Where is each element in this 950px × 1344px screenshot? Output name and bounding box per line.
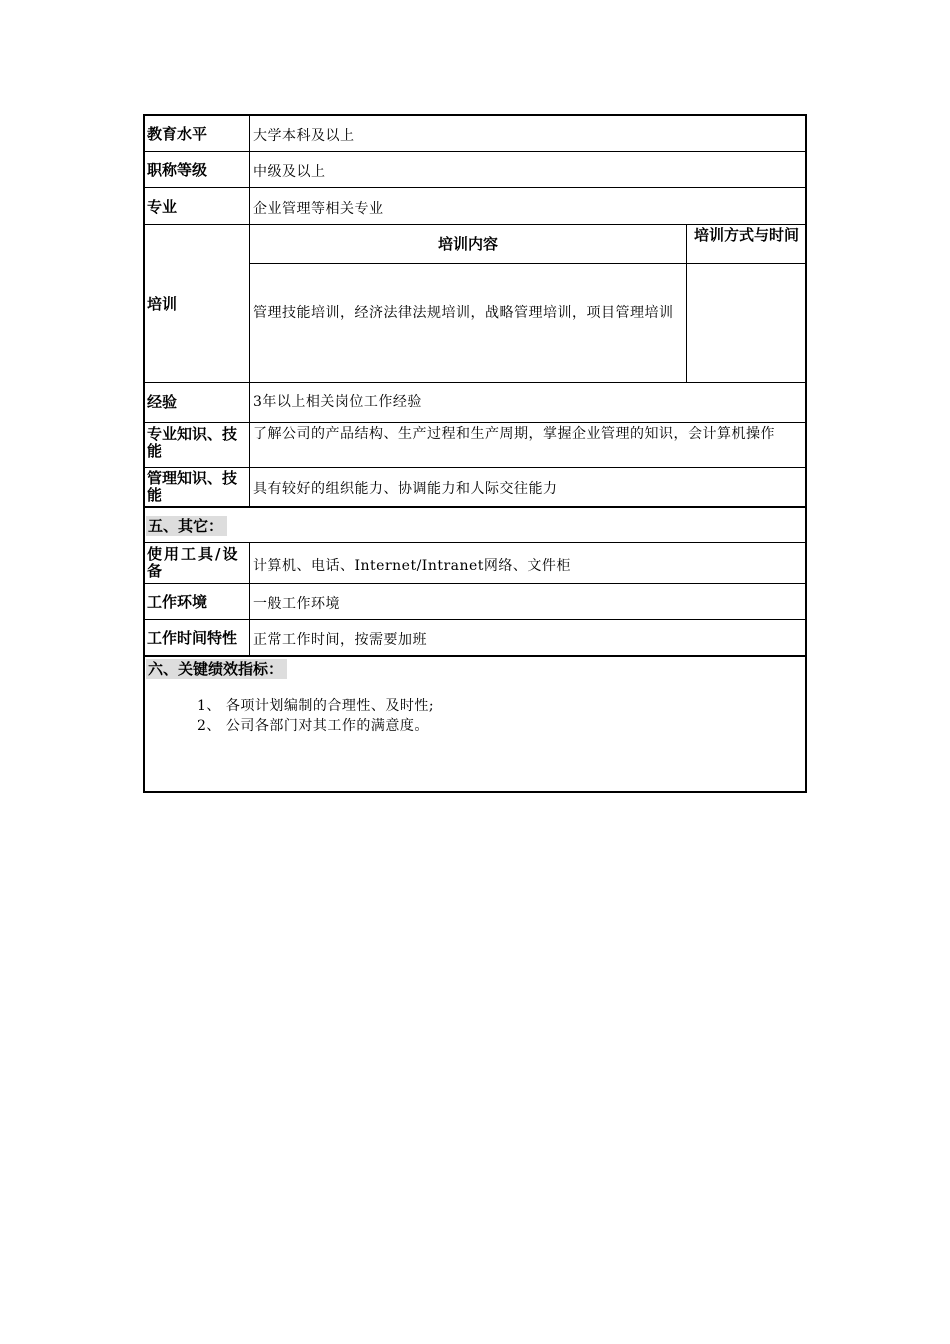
kpi-item: 2、 公司各部门对其工作的满意度。 [197, 718, 429, 734]
section-5-title: 五、其它： [146, 516, 227, 536]
work-time-label: 工作时间特性 [147, 629, 238, 647]
label-column-divider [249, 114, 250, 507]
title-grade-label: 职称等级 [147, 161, 208, 179]
label-column-divider-2 [249, 543, 250, 656]
section-divider [143, 655, 807, 657]
training-method-divider [686, 224, 687, 382]
major-label: 专业 [147, 198, 178, 216]
training-method-header: 培训方式与时间 [693, 226, 799, 244]
tools-value: 计算机、电话、Internet/Intranet网络、文件柜 [253, 558, 571, 574]
row-divider [143, 583, 807, 584]
kpi-item: 1、 各项计划编制的合理性、及时性; [197, 698, 435, 714]
tools-label: 使用工具/设备 [147, 545, 240, 580]
mgmt-skill-label: 管理知识、技能 [147, 469, 238, 504]
education-value: 大学本科及以上 [253, 128, 355, 144]
mgmt-skill-value: 具有较好的组织能力、协调能力和人际交往能力 [253, 481, 558, 497]
row-divider [143, 224, 807, 225]
title-grade-value: 中级及以上 [253, 164, 326, 180]
row-divider [143, 151, 807, 152]
row-divider [143, 382, 807, 383]
work-time-value: 正常工作时间，按需要加班 [253, 632, 427, 648]
training-content-header: 培训内容 [437, 235, 498, 253]
training-label: 培训 [147, 295, 178, 313]
education-label: 教育水平 [147, 125, 208, 143]
experience-value: 3年以上相关岗位工作经验 [253, 394, 422, 410]
environment-value: 一般工作环境 [253, 596, 340, 612]
experience-label: 经验 [147, 393, 178, 411]
row-divider [143, 619, 807, 620]
pro-skill-value: 了解公司的产品结构、生产过程和生产周期，掌握企业管理的知识，会计算机操作 [253, 426, 775, 442]
row-divider [143, 467, 807, 468]
section-6-title: 六、关键绩效指标： [146, 659, 287, 679]
training-content-value: 管理技能培训，经济法律法规培训，战略管理培训，项目管理培训 [253, 305, 674, 321]
section-divider [143, 506, 807, 508]
training-header-divider [249, 263, 807, 264]
row-divider [143, 187, 807, 188]
environment-label: 工作环境 [147, 593, 208, 611]
pro-skill-label: 专业知识、技能 [147, 425, 238, 460]
row-divider [143, 542, 807, 543]
major-value: 企业管理等相关专业 [253, 201, 384, 217]
